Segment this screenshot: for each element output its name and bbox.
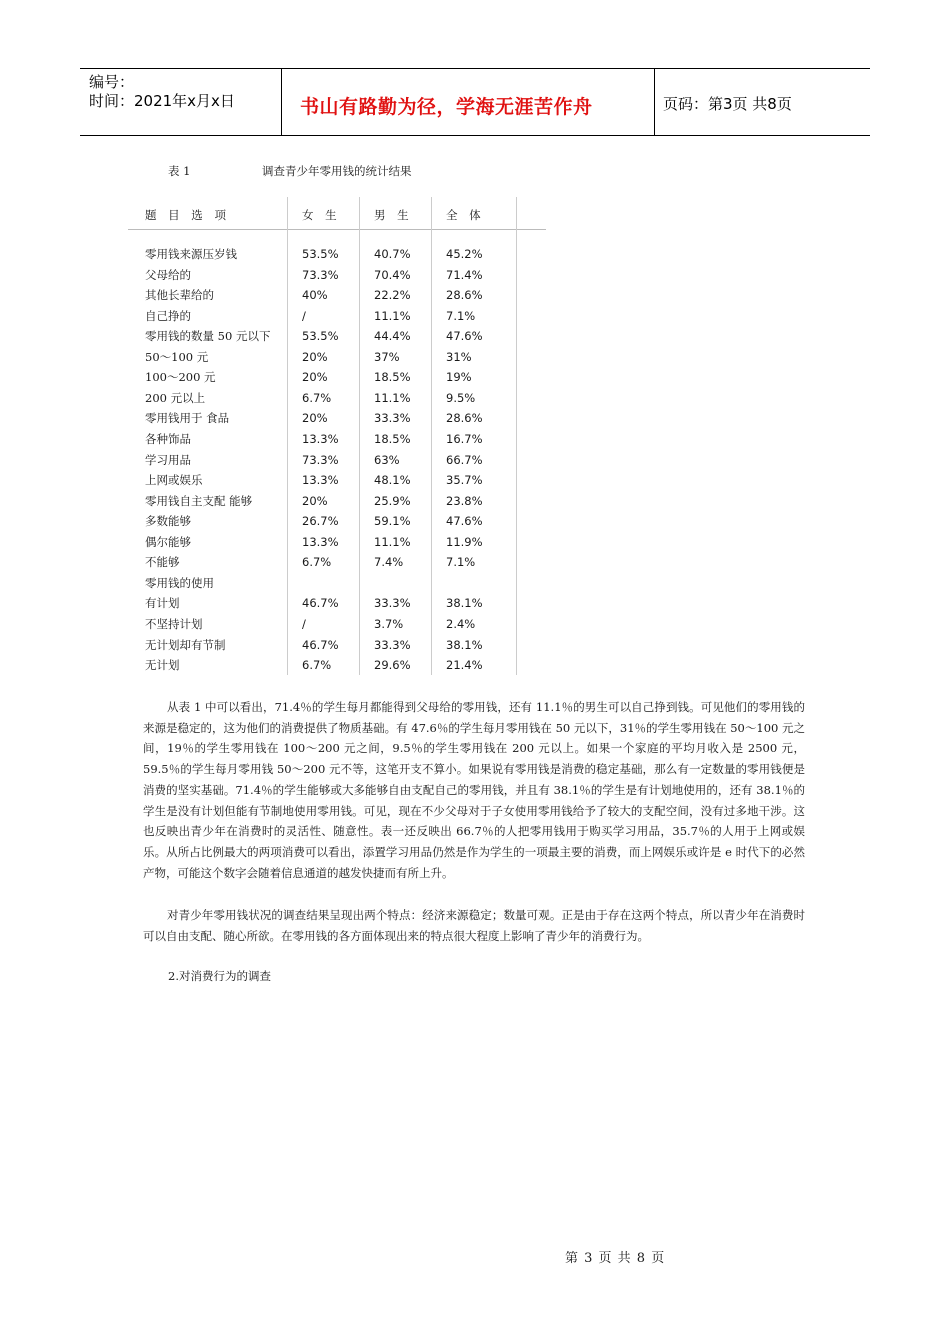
table-cell-value: 22.2%	[374, 288, 411, 303]
table-row-label: 零用钱的使用	[145, 575, 214, 590]
table-cell-value: 40.7%	[374, 247, 411, 261]
table-cell-value: 53.5%	[302, 329, 339, 344]
table-cell-value: 66.7%	[446, 452, 483, 467]
table-cell-value: 46.7%	[302, 637, 339, 652]
table-cell-value: 46.7%	[302, 596, 339, 611]
header-top-rule	[80, 68, 870, 69]
table-cell-value: 11.1%	[374, 308, 411, 323]
table-row-label: 不能够	[145, 555, 180, 570]
table-cell-value: 20%	[302, 493, 328, 508]
table-col-divider	[359, 197, 360, 675]
table-row-label: 50～100 元	[145, 349, 209, 364]
table-row-label: 零用钱自主支配 能够	[145, 493, 253, 508]
header-time-label: 时间：2021年x月x日	[89, 92, 235, 110]
table-col-divider	[516, 197, 517, 675]
header-page-label: 页码：第3页 共8页	[663, 95, 792, 113]
section-heading: 2.对消费行为的调查	[168, 969, 271, 983]
table-cell-value: 7.4%	[374, 555, 404, 570]
table-row-label: 上网或娱乐	[145, 473, 203, 488]
table-row-label: 无计划却有节制	[145, 637, 226, 652]
table-cell-value: 19%	[446, 370, 472, 385]
table-cell-value: 35.7%	[446, 473, 483, 488]
table-cell-value: 9.5%	[446, 390, 476, 405]
table-header-item: 题 目 选 项	[145, 208, 230, 222]
header-number-label: 编号：	[89, 73, 135, 91]
table-cell-value: 11.9%	[446, 534, 483, 549]
table-row-label: 多数能够	[145, 514, 191, 529]
table-row-label: 各种饰品	[145, 432, 191, 446]
table-cell-value: 11.1%	[374, 390, 411, 405]
table-cell-value: 28.6%	[446, 411, 483, 426]
table-cell-value: /	[302, 308, 306, 323]
table-cell-value: 40%	[302, 288, 328, 303]
table-cell-value: 47.6%	[446, 329, 483, 344]
table-cell-value: 38.1%	[446, 637, 483, 652]
table-caption-title: 调查青少年零用钱的统计结果	[262, 164, 412, 178]
header-bottom-rule	[80, 135, 870, 136]
table-header-rule	[128, 229, 546, 230]
table-cell-value: 53.5%	[302, 247, 339, 261]
table-cell-value: 18.5%	[374, 432, 411, 446]
table-caption-label: 表 1	[168, 164, 191, 178]
table-row-label: 200 元以上	[145, 390, 206, 405]
table-cell-value: 31%	[446, 349, 472, 364]
table-col-divider	[431, 197, 432, 675]
table-cell-value: /	[302, 616, 306, 631]
header-divider-left	[281, 68, 282, 135]
body-paragraph-2: 对青少年零用钱状况的调查结果呈现出两个特点：经济来源稳定；数量可观。正是由于存在这两个特点，所以青少年在消费时可以自由支配、随心所欲。在零用钱的各方面体现出来的特点很大程度上影响了青少年的消费行为。	[143, 908, 805, 943]
table-cell-value: 13.3%	[302, 534, 339, 549]
table-cell-value: 37%	[374, 349, 400, 364]
footer-page-number: 第 3 页 共 8 页	[565, 1251, 666, 1266]
table-cell-value: 6.7%	[302, 390, 332, 405]
table-row-label: 零用钱来源压岁钱	[145, 247, 237, 261]
table-cell-value: 7.1%	[446, 308, 476, 323]
table-row-label: 不坚持计划	[145, 616, 203, 631]
table-cell-value: 13.3%	[302, 473, 339, 488]
table-cell-value: 11.1%	[374, 534, 411, 549]
table-cell-value: 6.7%	[302, 658, 332, 672]
table-cell-value: 2.4%	[446, 616, 476, 631]
table-cell-value: 21.4%	[446, 658, 483, 672]
table-cell-value: 44.4%	[374, 329, 411, 344]
table-row-label: 其他长辈给的	[145, 288, 214, 303]
table-cell-value: 71.4%	[446, 267, 483, 282]
table-row-label: 无计划	[145, 658, 180, 672]
table-cell-value: 20%	[302, 349, 328, 364]
table-cell-value: 33.3%	[374, 411, 411, 426]
table-row-label: 有计划	[145, 596, 180, 611]
table-cell-value: 33.3%	[374, 596, 411, 611]
table-cell-value: 23.8%	[446, 493, 483, 508]
header-divider-right	[654, 68, 655, 135]
table-cell-value: 38.1%	[446, 596, 483, 611]
table-cell-value: 7.1%	[446, 555, 476, 570]
table-row-label: 自己挣的	[145, 308, 191, 323]
table-cell-value: 59.1%	[374, 514, 411, 529]
table-cell-value: 16.7%	[446, 432, 483, 446]
table-row-label: 偶尔能够	[145, 534, 191, 549]
table-cell-value: 70.4%	[374, 267, 411, 282]
table-cell-value: 73.3%	[302, 452, 339, 467]
table-cell-value: 48.1%	[374, 473, 411, 488]
table-row-label: 学习用品	[145, 452, 191, 467]
table-cell-value: 18.5%	[374, 370, 411, 385]
body-paragraph-1: 从表 1 中可以看出，71.4％的学生每月都能得到父母给的零用钱，还有 11.1％的男生可以自己挣到钱。可见他们的零用钱的来源是稳定的，这为他们的消费提供了物质基础。有 47.6％的学生每月零用钱在 50 元以下，31％的学生零用钱在 50～100 元之间，19％的学生零用钱在 100～200 元之间，9.5％的学生零用钱在 200 元以上。如果一个家庭的平均月收入是 2500 元，59.5％的学生每月零用钱 50～200 元不等，这笔开支不算小。如果说有零用钱是消费的稳定基础，那么有一定数量的零用钱便是消费的坚实基础。71.4％的学生能够或大多能够自由支配自己的零用钱，并且有 38.1％的学生是有计划地使用的，还有 38.1％的学生是没有计划但能有节制地使用零用钱。可见，现在不少父母对于子女使用零用钱给予了较大的支配空间，没有过多地干涉。这也反映出青少年在消费时的灵活性、随意性。表一还反映出 66.7％的人把零用钱用于购买学习用品，35.7％的人用于上网或娱乐。从所占比例最大的两项消费可以看出，添置学习用品仍然是作为学生的一项最主要的消费，而上网娱乐或许是 e 时代下的必然产物，可能这个数字会随着信息通道的越发快捷而有所上升。	[143, 700, 805, 880]
table-header-male: 男 生	[374, 208, 413, 222]
table-cell-value: 73.3%	[302, 267, 339, 282]
table-header-total: 全 体	[446, 208, 485, 222]
table-row-label: 父母给的	[145, 267, 191, 282]
table-cell-value: 3.7%	[374, 616, 404, 631]
table-cell-value: 63%	[374, 452, 400, 467]
table-cell-value: 28.6%	[446, 288, 483, 303]
table-cell-value: 20%	[302, 411, 328, 426]
header-motto: 书山有路勤为径，学海无涯苦作舟	[300, 96, 593, 118]
table-row-label: 零用钱的数量 50 元以下	[145, 329, 271, 344]
table-cell-value: 20%	[302, 370, 328, 385]
table-cell-value: 45.2%	[446, 247, 483, 261]
table-cell-value: 33.3%	[374, 637, 411, 652]
table-row-label: 零用钱用于 食品	[145, 411, 230, 426]
table-cell-value: 26.7%	[302, 514, 339, 529]
table-cell-value: 13.3%	[302, 432, 339, 446]
table-cell-value: 29.6%	[374, 658, 411, 672]
table-cell-value: 47.6%	[446, 514, 483, 529]
table-row-label: 100～200 元	[145, 370, 216, 385]
table-cell-value: 25.9%	[374, 493, 411, 508]
table-cell-value: 6.7%	[302, 555, 332, 570]
table-col-divider	[287, 197, 288, 675]
table-header-female: 女 生	[302, 208, 341, 222]
